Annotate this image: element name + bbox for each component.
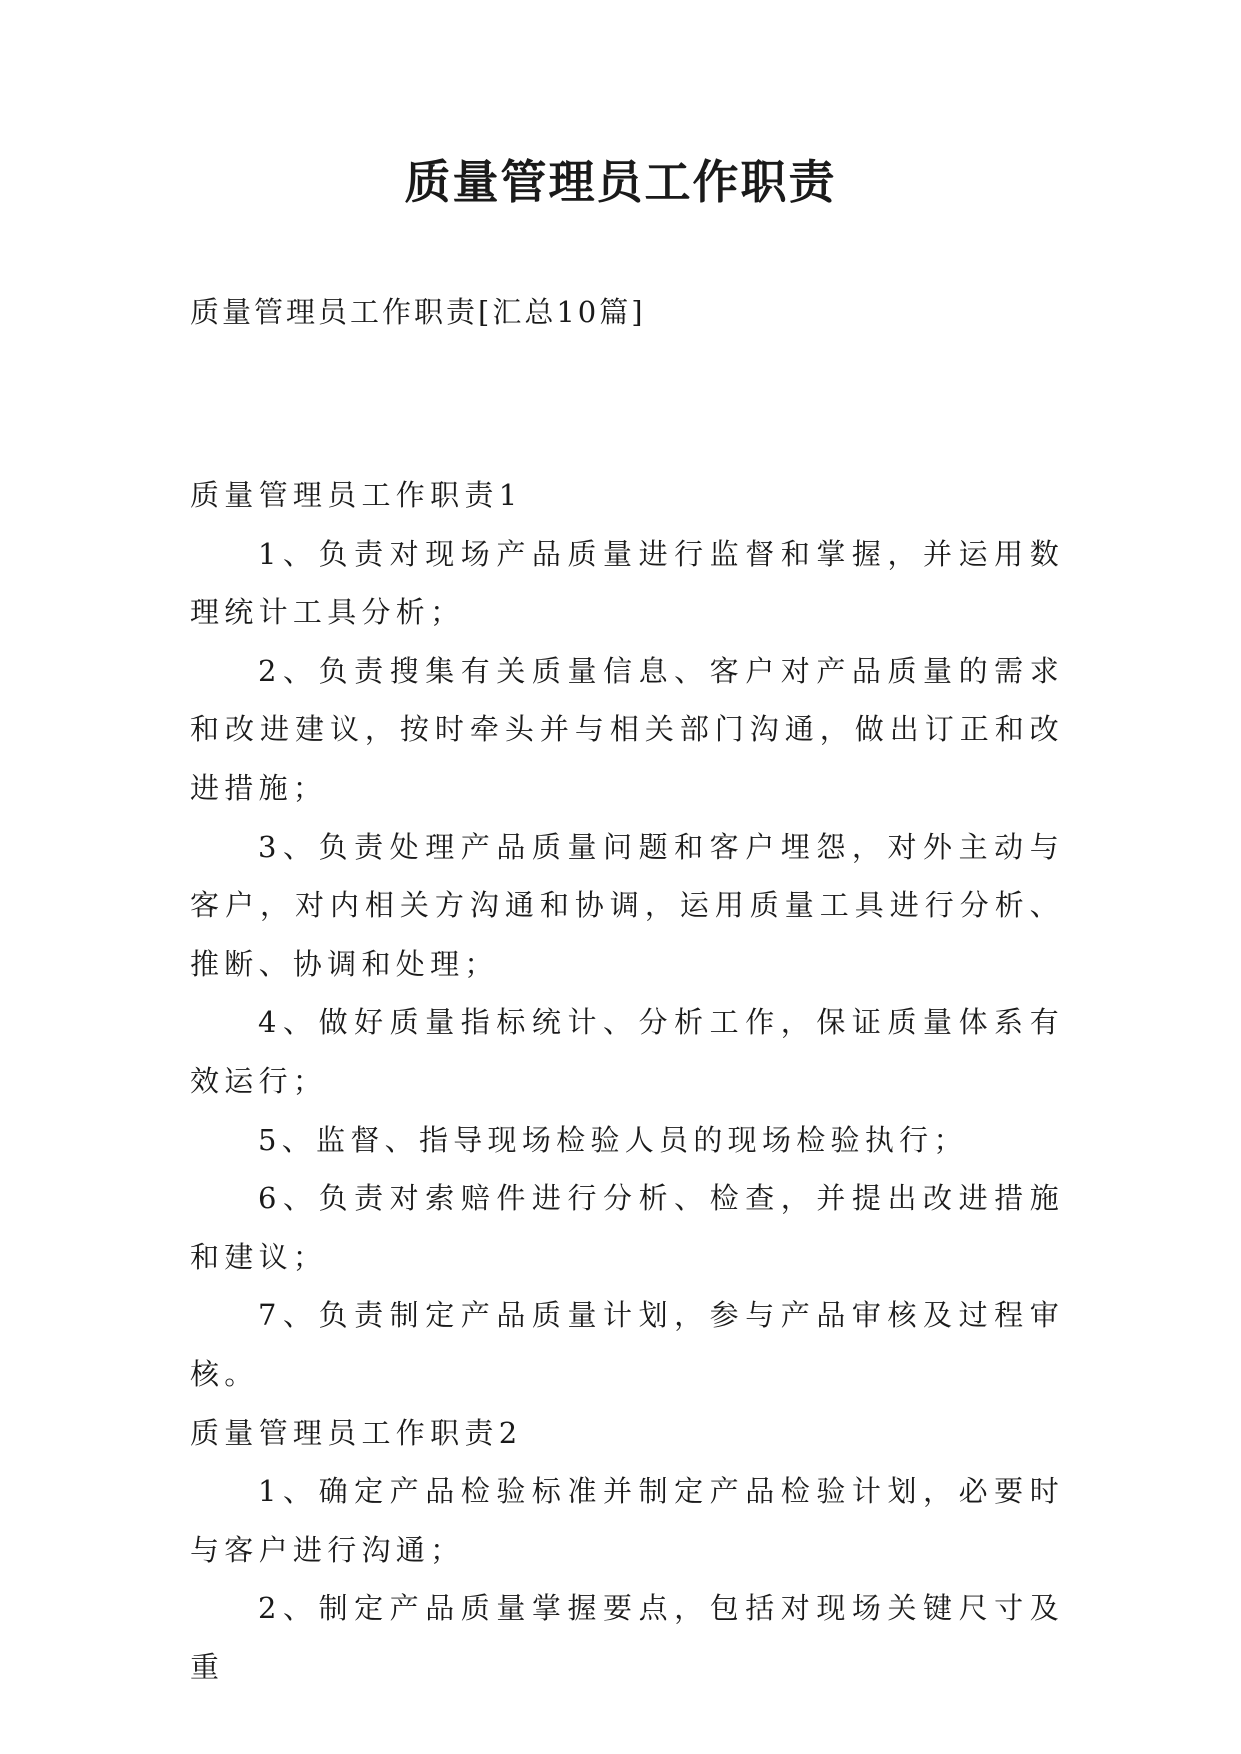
document-body: [190, 466, 1064, 1696]
document-title: 质量管理员工作职责: [404, 155, 837, 209]
section-1-item-3: 3、负责处理产品质量问题和客户埋怨，对外主动与客户，对内相关方沟通和协调，运用质量工具进行分析、推断、协调和处理；: [190, 829, 1064, 981]
section-2-item-2: 2、制定产品质量掌握要点，包括对现场关键尺寸及重: [190, 1591, 1064, 1684]
section-1-item-5: 5、监督、指导现场检验人员的现场检验执行；: [258, 1122, 968, 1157]
section-1-item-7: 7、负责制定产品质量计划，参与产品审核及过程审核。: [190, 1298, 1064, 1391]
section-1-item-4: 4、做好质量指标统计、分析工作，保证质量体系有效运行；: [190, 1005, 1064, 1098]
document-subtitle: 质量管理员工作职责[汇总10篇]: [190, 295, 646, 329]
section-2-item-1: 1、确定产品检验标准并制定产品检验计划，必要时与客户进行沟通；: [190, 1474, 1064, 1567]
section-heading-1: 质量管理员工作职责1: [190, 478, 523, 512]
section-1-item-2: 2、负责搜集有关质量信息、客户对产品质量的需求和改进建议，按时牵头并与相关部门沟通，做出订正和改进措施；: [190, 653, 1064, 805]
section-1-item-6: 6、负责对索赔件进行分析、检查，并提出改进措施和建议；: [190, 1181, 1064, 1274]
section-heading-2: 质量管理员工作职责2: [190, 1415, 523, 1450]
section-1-item-1: 1、负责对现场产品质量进行监督和掌握，并运用数理统计工具分析；: [190, 536, 1064, 630]
